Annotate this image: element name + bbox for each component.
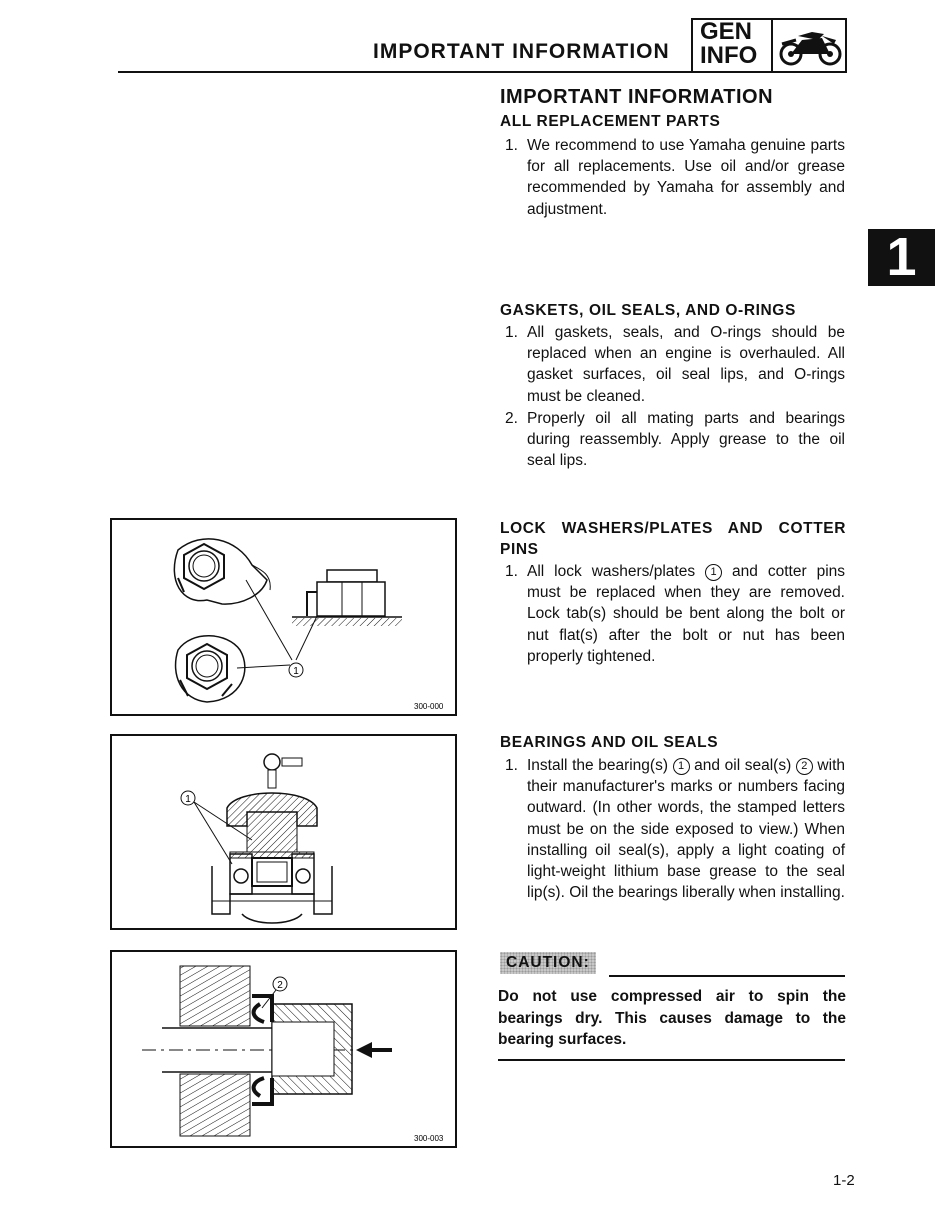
list-item: [505, 322, 845, 407]
list-item-text-part: All lock washers/plates: [527, 563, 706, 580]
list-item-text-part: and cotter pins must be replaced when they are removed. Lock tab(s) should be bent along the bolt or nut flat(s) after the bolt or nut has been properly tightened.: [527, 563, 846, 665]
chapter-tab: 1: [868, 229, 935, 286]
list-item: [505, 135, 845, 220]
section-badge-divider: [771, 18, 773, 73]
list-item: [505, 408, 845, 472]
list-item-text: We recommend to use Yamaha genuine parts for all replacements. Use oil and/or grease recommended by Yamaha for assembly and adjustment.: [527, 137, 845, 218]
caution-end-rule: [498, 1059, 845, 1061]
callout-ref: 1: [705, 564, 722, 581]
list-item-text: Properly oil all mating parts and bearings during reassembly. Apply grease to the oil seal lips.: [527, 410, 845, 470]
list-item-number: 1.: [505, 137, 518, 154]
list-item-text-part: with their manufacturer's marks or numbers facing outward. (In other words, the stamped letters must be on the side exposed to view.) When installing oil seal(s), apply a light coating of light-weight lithium base grease to the seal lip(s). Oil the bearings liberally when installing.: [527, 757, 845, 902]
header-title: IMPORTANT INFORMATION: [373, 40, 670, 63]
motorcycle-icon: [778, 26, 844, 68]
callout-ref: 1: [673, 758, 690, 775]
info-label: INFO: [700, 42, 758, 69]
oil-seal-illustration: [112, 952, 455, 1146]
lock-washer-illustration: [112, 520, 455, 714]
caution-label: CAUTION:: [500, 952, 596, 974]
callout-2: 2: [277, 980, 283, 991]
caution-text: Do not use compressed air to spin the bearings dry. This causes damage to the bearing surfaces.: [498, 988, 846, 1048]
callout-1: 1: [293, 666, 299, 677]
list-item-text: [527, 561, 845, 667]
list-item-text: All gaskets, seals, and O-rings should be replaced when an engine is overhauled. All gasket surfaces, oil seal lips, and O-rings must be cleaned.: [527, 324, 845, 405]
section-heading-bearings: BEARINGS AND OIL SEALS: [500, 734, 719, 751]
header-rule: [118, 71, 694, 73]
main-heading: IMPORTANT INFORMATION: [500, 86, 774, 108]
list-item-text: [527, 755, 845, 903]
list-item-number: 2.: [505, 410, 518, 427]
list-item-number: 1.: [505, 757, 518, 774]
figure-oil-seal: [110, 950, 457, 1148]
list-item-text-part: and oil seal(s): [689, 757, 796, 774]
list-item-text-part: Install the bearing(s): [527, 757, 673, 774]
figure-number: 300-000: [414, 702, 444, 711]
section-badge-label: [700, 20, 757, 68]
page-number: 1-2: [833, 1172, 855, 1189]
bearing-illustration: [112, 736, 455, 928]
figure-number: 300-003: [414, 1134, 444, 1143]
caution-rule: [609, 975, 845, 977]
section-heading-lock-washers: LOCK WASHERS/PLATES AND COTTER PINS: [500, 520, 846, 558]
list-item-number: 1.: [505, 324, 518, 341]
list-item: [505, 561, 845, 667]
gen-label: GEN: [700, 18, 753, 45]
list-item: [505, 755, 845, 903]
figure-lock-washers: [110, 518, 457, 716]
callout-1: 1: [185, 794, 191, 805]
list-item-number: 1.: [505, 563, 518, 580]
section-heading-gaskets: GASKETS, OIL SEALS, AND O-RINGS: [500, 302, 796, 319]
figure-bearing: [110, 734, 457, 930]
callout-ref: 2: [796, 758, 813, 775]
section-heading-replacement-parts: ALL REPLACEMENT PARTS: [500, 113, 721, 130]
